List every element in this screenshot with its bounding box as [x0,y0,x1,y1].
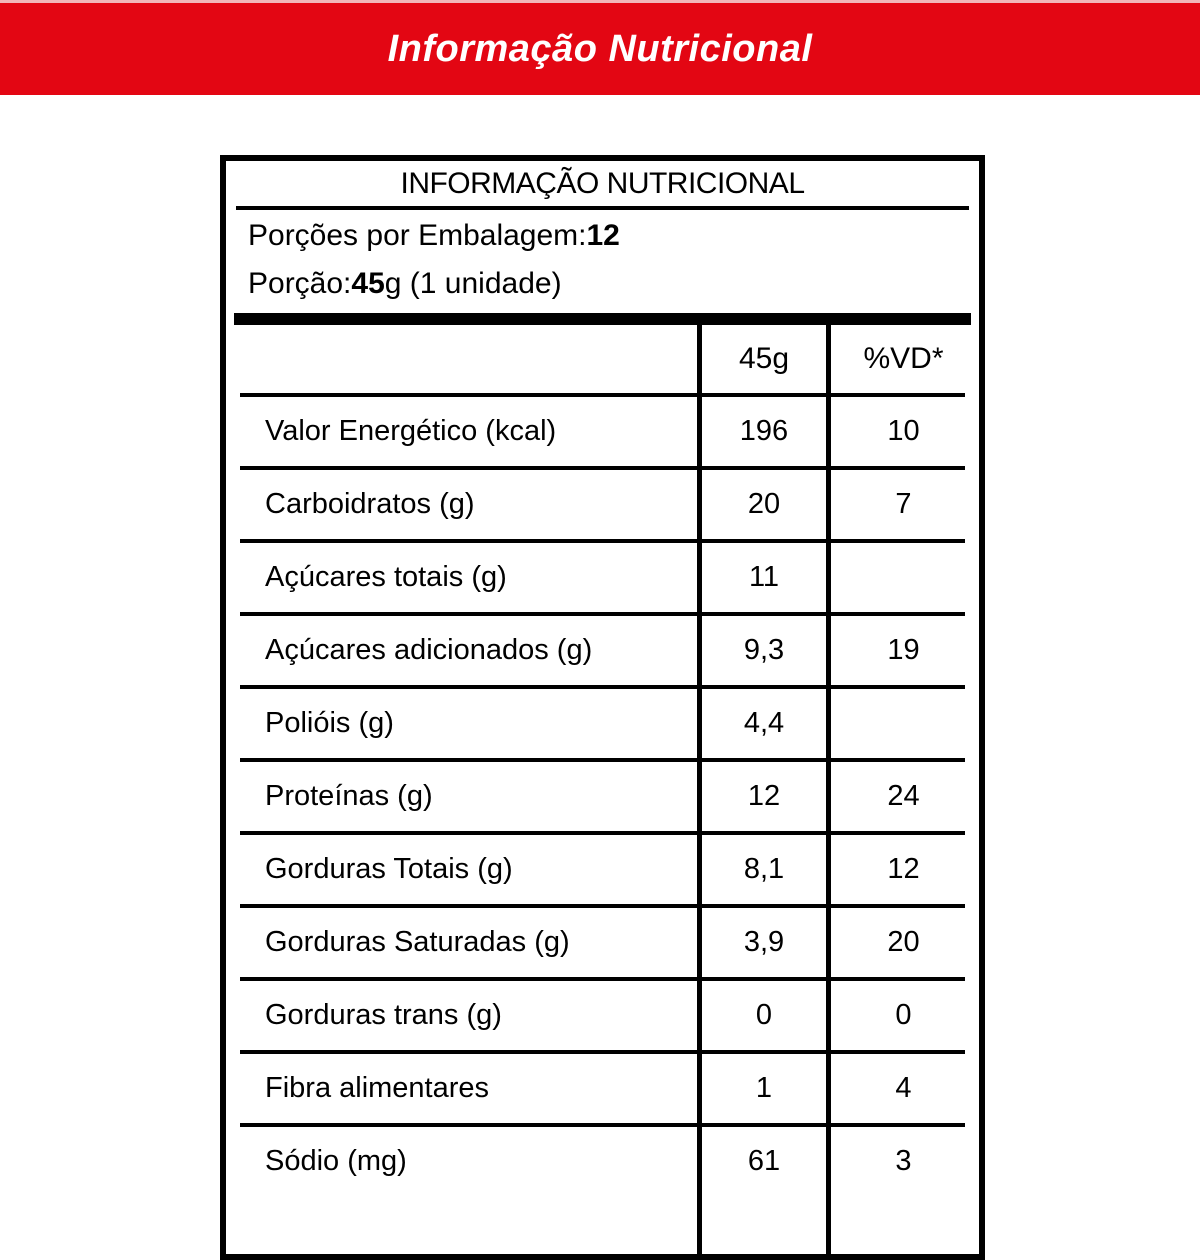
table-row [226,470,979,539]
header-banner [0,0,1200,95]
row-label: Valor Energético (kcal) [265,415,557,447]
row-amount: 196 [739,415,789,447]
servings-value: 12 [586,219,620,252]
row-vd [828,689,979,758]
portion-info [226,210,979,313]
portion-unit: g (1 unidade) [384,267,562,300]
row-label: Sódio (mg) [265,1145,407,1177]
row-amount: 4,4 [743,707,785,739]
portion-value: 45 [351,267,385,300]
row-amount: 11 [748,561,780,593]
row-amount: 20 [747,488,781,520]
row-vd: 10 [887,415,920,447]
row-amount: 3,9 [743,926,785,958]
table-row [226,689,979,758]
row-amount: 12 [747,780,781,812]
row-amount: 1 [755,1072,773,1104]
servings-line [248,212,979,260]
row-label: Gorduras Totais (g) [265,853,513,885]
table-row [226,616,979,685]
portion-label: Porção: [248,267,352,300]
row-label: Polióis (g) [265,707,394,739]
row-vd: 4 [895,1072,912,1104]
row-amount: 8,1 [743,853,785,885]
row-vd [828,543,979,612]
row-label: Carboidratos (g) [265,488,475,520]
row-vd: 20 [887,926,920,958]
row-label: Proteínas (g) [265,780,433,812]
table-row [226,908,979,977]
row-amount: 61 [747,1145,781,1177]
column-header-amount: 45g [738,342,790,375]
banner-title: Informação Nutricional [387,27,813,70]
table-row [226,1054,979,1123]
row-label: Fibra alimentares [265,1072,490,1104]
columns-header-row [226,325,979,393]
table-body [226,393,979,1196]
row-vd: 19 [887,634,920,666]
row-vd: 24 [887,780,920,812]
table-row [226,981,979,1050]
row-vd: 7 [895,488,912,520]
table-row [226,543,979,612]
row-vd: 12 [887,853,920,885]
column-header-empty [226,325,700,393]
row-amount: 0 [755,999,773,1031]
servings-label: Porções por Embalagem: [248,219,587,252]
row-vd: 0 [895,999,912,1031]
column-header-vd: %VD* [863,342,944,375]
row-amount: 9,3 [743,634,785,666]
column-divider-2 [826,325,831,1254]
nutrition-table [220,155,985,1260]
table-title: INFORMAÇÃO NUTRICIONAL [400,166,805,200]
column-divider-1 [697,325,702,1254]
row-label: Gorduras trans (g) [265,999,502,1031]
row-label: Açúcares totais (g) [265,561,507,593]
row-vd: 3 [895,1145,912,1177]
table-row [226,1127,979,1196]
table-row [226,762,979,831]
table-row [226,835,979,904]
row-label: Açúcares adicionados (g) [265,634,593,666]
row-label: Gorduras Saturadas (g) [265,926,570,958]
header-thick-bar [234,313,971,325]
table-row [226,397,979,466]
portion-line [248,260,979,308]
